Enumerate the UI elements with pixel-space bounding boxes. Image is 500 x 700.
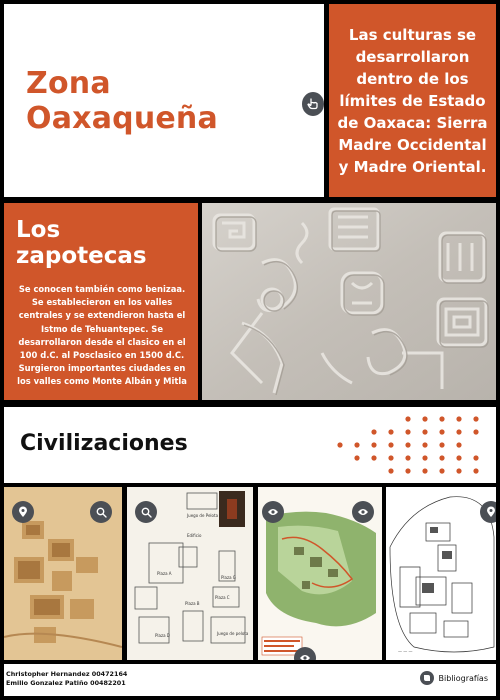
zapotecas-text: Se conocen también como benizaa. Se establecieron en los valles centrales y se extendieron hasta el Istmo de Tehuantepec. Se desarrollaron desde el clasico en el 100 d.C. al Posclasico en 1500 d.C. Surgieron importantes ciudades en los valles como Monte Albán y Mitla [17,284,187,387]
svg-text:Plaza G: Plaza G [221,575,236,580]
decorative-dot [388,455,393,460]
decorative-dot [371,442,376,447]
location-pin-button[interactable] [480,501,496,523]
location-pin-icon [18,506,28,518]
bibliografias-button[interactable] [420,668,488,688]
page-title: Zona Oaxaqueña [26,65,218,136]
credits [6,670,127,688]
svg-text:Plaza B: Plaza B [185,601,200,606]
decorative-dot [354,442,359,447]
location-pin-button[interactable] [12,501,34,523]
decorative-dot [388,468,393,473]
decorative-dot [473,416,478,421]
svg-text:Juego de pelota: Juego de pelota [217,631,249,636]
decorative-dot [439,442,444,447]
decorative-dot [456,416,461,421]
decorative-dot [422,442,427,447]
dot-pattern [332,413,492,477]
svg-text:Juego de Pelota: Juego de Pelota [187,513,219,518]
aerial-ruins-photo[interactable] [4,487,122,660]
decorative-dot [456,455,461,460]
eye-button[interactable] [262,501,284,523]
zapotecas-heading: Los zapotecas [16,217,147,269]
decorative-dot [388,429,393,434]
decorative-dot [456,468,461,473]
decorative-dot [337,442,342,447]
search-button[interactable] [90,501,112,523]
stone-relief-image [202,203,496,400]
eye-icon [299,654,311,660]
decorative-dot [422,455,427,460]
title-panel [4,4,324,197]
author-line: Christopher Hernandez 00472164 [6,670,128,678]
decorative-dot [439,429,444,434]
footer [4,664,496,696]
civilizaciones-panel [4,407,496,483]
decorative-dot [422,416,427,421]
search-button[interactable] [135,501,157,523]
decorative-dot [439,468,444,473]
decorative-dot [422,468,427,473]
eye-icon [267,508,279,516]
author-line: Emilio Gonzalez Patiño 00482201 [6,679,126,687]
svg-text:Plaza C: Plaza C [215,595,230,600]
stone-relief-illustration [202,203,496,400]
svg-text:— — —: — — — [398,649,413,654]
decorative-dot [405,429,410,434]
decorative-dot [456,429,461,434]
site-plan-drawing[interactable] [386,487,496,660]
decorative-dot [422,429,427,434]
book-icon [420,671,434,685]
decorative-dot [371,429,376,434]
green-site-map[interactable] [258,487,382,660]
svg-text:Edificio: Edificio [187,533,202,538]
decorative-dot [473,429,478,434]
search-icon [141,507,152,518]
bibliografias-label: Bibliografías [438,673,488,683]
decorative-dot [405,455,410,460]
decorative-dot [456,442,461,447]
hand-pointer-button[interactable] [302,92,324,116]
decorative-dot [473,468,478,473]
hand-pointer-icon [306,97,320,111]
search-icon [96,507,107,518]
decorative-dot [473,455,478,460]
svg-text:Plaza D: Plaza D [155,633,170,638]
location-pin-icon [486,506,496,518]
eye-icon [357,508,369,516]
svg-text:Plaza A: Plaza A [157,571,172,576]
site-map-drawing[interactable] [127,487,253,660]
intro-panel [329,4,496,197]
decorative-dot [405,416,410,421]
decorative-dot [371,455,376,460]
decorative-dot [439,455,444,460]
eye-button[interactable] [352,501,374,523]
civilizaciones-heading: Civilizaciones [20,431,188,456]
decorative-dot [388,442,393,447]
decorative-dot [405,442,410,447]
decorative-dot [354,455,359,460]
decorative-dot [439,416,444,421]
decorative-dot [405,468,410,473]
zapotecas-panel [4,203,198,400]
intro-text: Las culturas se desarrollaron dentro de los límites de Estado de Oaxaca: Sierra Madre Occidental y Madre Oriental. [337,25,488,176]
